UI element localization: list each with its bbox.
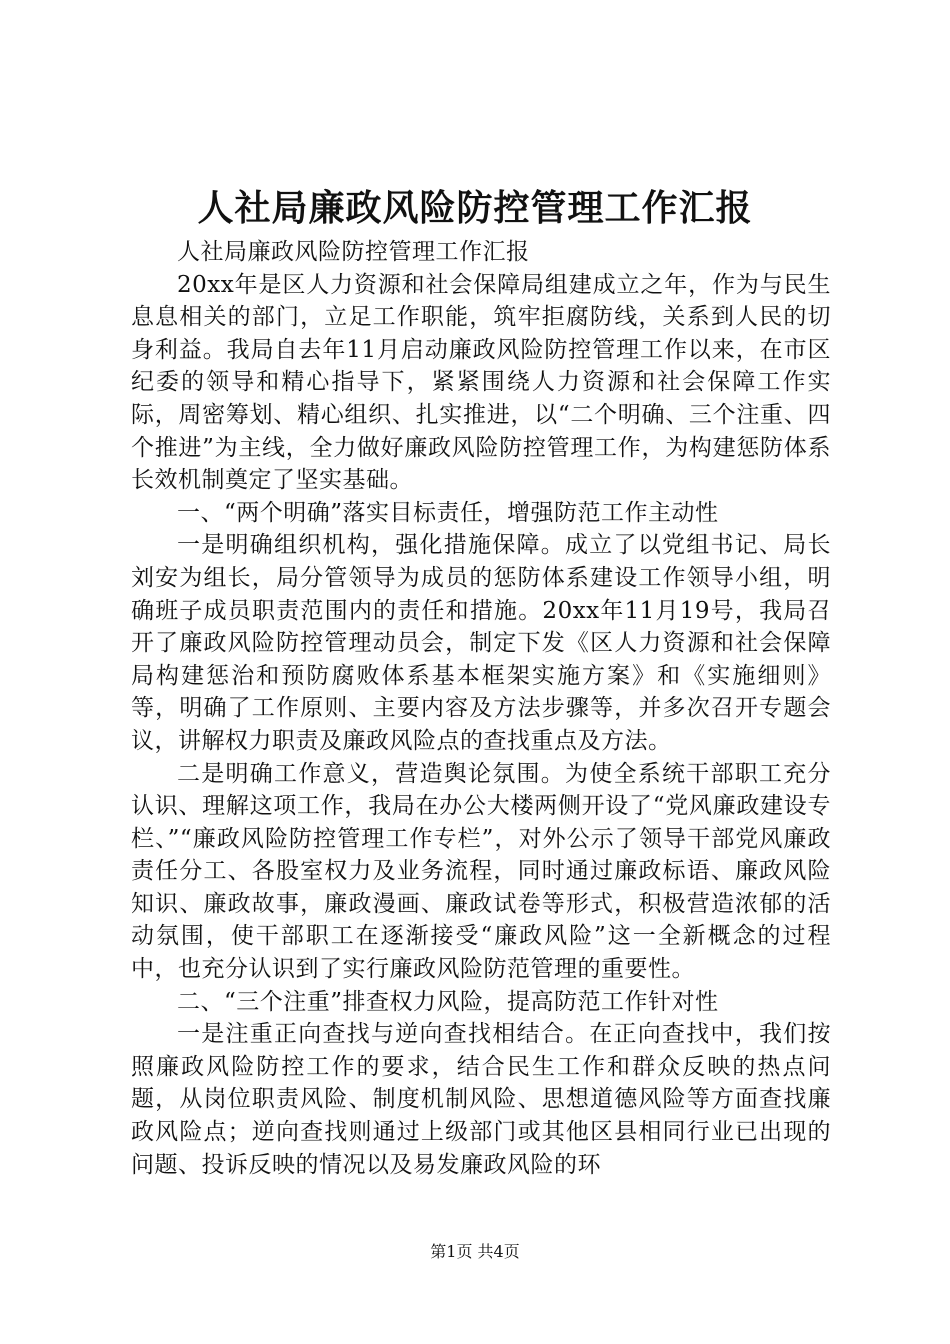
page-footer: 第1页 共4页 (430, 1242, 520, 1261)
paragraph: 一是明确组织机构，强化措施保障。成立了以党组书记、局长刘安为组长，局分管领导为成员的惩防体系建设工作领导小组，明确班子成员职责范围内的责任和措施。20xx年11月19号，我局召开了廉政风险防控管理动员会，制定下发《区人力资源和社会保障局构建惩治和预防腐败体系基本框架实施方案》和《实施细则》等，明确了工作原则、主要内容及方法步骤等，并多次召开专题会议，讲解权力职责及廉政风险点的查找重点及方法。 (131, 532, 831, 754)
paragraph: 一是注重正向查找与逆向查找相结合。在正向查找中，我们按照廉政风险防控工作的要求，结合民生工作和群众反映的热点问题，从岗位职责风险、制度机制风险、思想道德风险等方面查找廉政风险点；逆向查找则通过上级部门或其他区县相同行业已出现的问题、投诉反映的情况以及易发廉政风险的环 (131, 1021, 831, 1178)
paragraph: 人社局廉政风险防控管理工作汇报 (177, 239, 530, 265)
document-title: 人社局廉政风险防控管理工作汇报 (197, 187, 753, 229)
paragraph: 二是明确工作意义，营造舆论氛围。为使全系统干部职工充分认识、理解这项工作，我局在办公大楼两侧开设了“党风廉政建设专栏、”“廉政风险防控管理工作专栏”，对外公示了领导干部党风廉政责任分工、各股室权力及业务流程，同时通过廉政标语、廉政风险知识、廉政故事，廉政漫画、廉政试卷等形式，积极营造浓郁的活动氛围，使干部职工在逐渐接受“廉政风险”这一全新概念的过程中，也充分认识到了实行廉政风险防范管理的重要性。 (131, 760, 831, 983)
section-heading: 一、“两个明确”落实目标责任，增强防范工作主动性 (177, 499, 719, 526)
section-heading: 二、“三个注重”排查权力风险，提高防范工作针对性 (177, 988, 719, 1015)
document-body (131, 236, 831, 1181)
paragraph: 20xx年是区人力资源和社会保障局组建成立之年，作为与民生息息相关的部门，立足工作职能，筑牢拒腐防线，关系到人民的切身利益。我局自去年11月启动廉政风险防控管理工作以来，在市区纪委的领导和精心指导下，紧紧围绕人力资源和社会保障工作实际，周密筹划、精心组织、扎实推进，以“二个明确、三个注重、四个推进”为主线，全力做好廉政风险防控管理工作，为构建惩防体系长效机制奠定了坚实基础。 (131, 271, 831, 494)
